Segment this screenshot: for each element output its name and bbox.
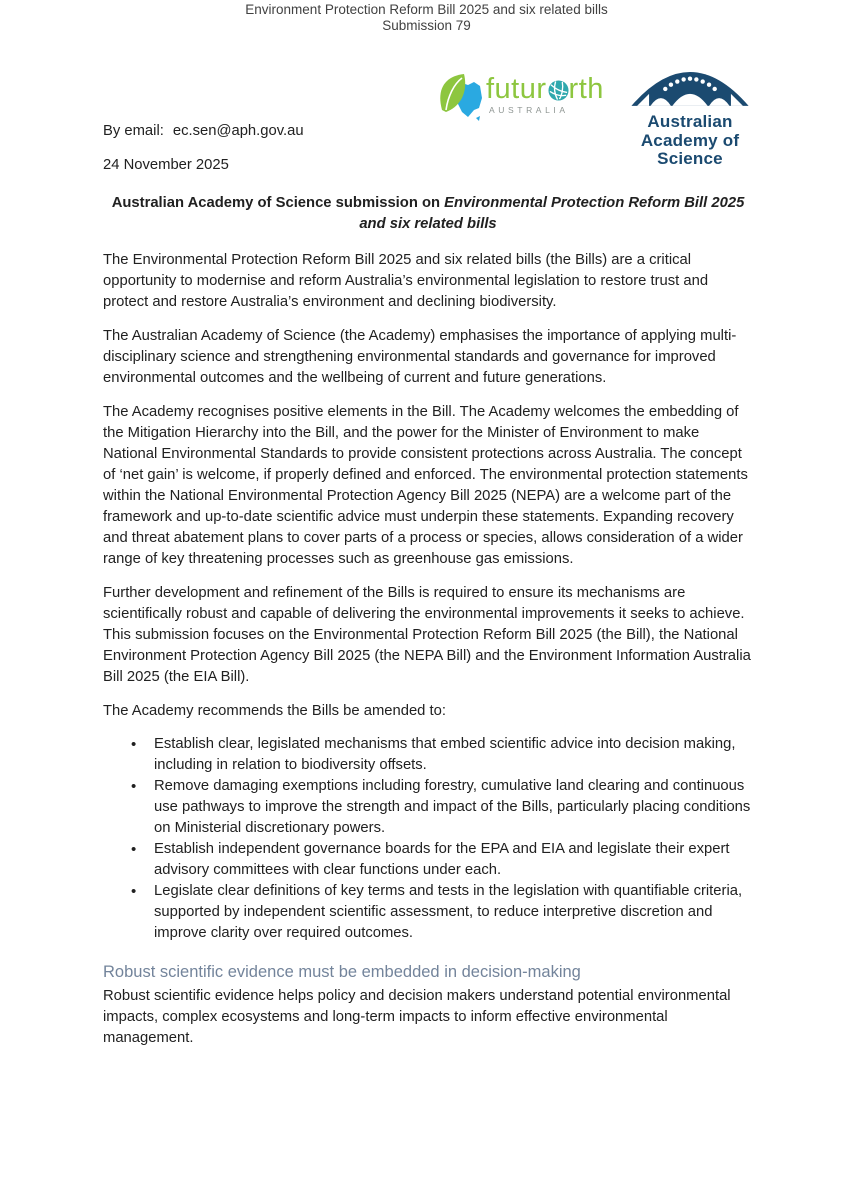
banner-bill-title: Environment Protection Reform Bill 2025 and six related bills [245, 2, 608, 17]
future-earth-leaf-australia-icon [438, 72, 484, 124]
email-address: ec.sen@aph.gov.au [172, 123, 304, 139]
academy-logo-line1: Australian [647, 112, 733, 131]
submission-title [103, 193, 753, 235]
paragraph-3: The Academy recognises positive elements in the Bill. The Academy welcomes the embedding of the Mitigation Hierarchy into the Bill, and the power for the Minister of Environment to make National Environmental Standards to provide consistent protections across Australia. The concept of ‘net gain’ is welcome, if properly defined and enforced. The environmental protection statements within the National Environmental Protection Agency Bill 2025 (NEPA) are a welcome part of the framework and up-to-date scientific advice must underpin these statements. Expanding recovery and threat abatement plans to cover parts of a process or species, allows consideration of a wider range of key threatening processes such as greenhouse gas emissions. [103, 404, 748, 567]
by-email-label: By email: [103, 123, 164, 139]
letter-date: 24 November 2025 [103, 157, 229, 173]
section-heading: Robust scientific evidence must be embedded in decision-making [103, 963, 581, 981]
title-regular: Australian Academy of Science submission on [111, 195, 445, 211]
wordmark-suffix: rth [568, 73, 604, 105]
list-item: • Establish clear, legislated mechanisms that embed scientific advice into decision making, including in relation to biodiversity offsets. [154, 734, 753, 776]
recommendations-intro: The Academy recommends the Bills be amended to: [103, 703, 446, 719]
future-earth-subtext: AUSTRALIA [489, 105, 569, 115]
banner-submission-number: Submission 79 [382, 18, 471, 33]
section-paragraph: Robust scientific evidence helps policy and decision makers understand potential environmental impacts, complex ecosystems and long-term impacts to inform effective environmental management. [103, 988, 731, 1046]
list-item: • Establish independent governance boards for the EPA and EIA and legislate their expert advisory committees with clear functions under each. [154, 839, 753, 881]
letter-body [103, 121, 753, 1049]
academy-logo-line2: Academy of [640, 130, 740, 150]
paragraph-1: The Environmental Protection Reform Bill 2025 and six related bills (the Bills) are a critical opportunity to modernise and reform Australia’s environmental legislation to restore trust and protect and restore Australia’s environment and declining biodiversity. [103, 252, 709, 310]
future-earth-wordmark [486, 74, 604, 104]
paragraph-2: The Australian Academy of Science (the Academy) emphasises the importance of applying multi-disciplinary science and strengthening environmental standards and governance for improved environmental outcomes and the wellbeing of current and future generations. [103, 328, 737, 386]
globe-icon [548, 80, 569, 101]
wordmark-prefix: futur [486, 73, 547, 105]
by-email-line [103, 121, 753, 142]
academy-logo-line3: Science [657, 149, 723, 168]
shine-dome-icon [630, 58, 750, 110]
submission-banner [0, 2, 853, 34]
recommendations-list [103, 734, 753, 944]
list-item: • Legislate clear definitions of key terms and tests in the legislation with quantifiable criteria, supported by independent scientific assessment, to reduce interpretive discretion and improve clarity over required outcomes. [154, 881, 753, 944]
paragraph-4: Further development and refinement of the Bills is required to ensure its mechanisms are scientifically robust and capable of delivering the environmental improvements it seeks to achieve. This submission focuses on the Environmental Protection Reform Bill 2025 (the Bill), the National Environment Protection Agency Bill 2025 (the NEPA Bill) and the Environment Information Australia Bill 2025 (the EIA Bill). [103, 585, 751, 685]
list-item: • Remove damaging exemptions including forestry, cumulative land clearing and continuous use pathways to improve the strength and impact of the Bills, particularly placing conditions on Ministerial discretionary powers. [154, 776, 753, 839]
title-italic: Environmental Protection Reform Bill 2025 and six related bills [359, 195, 745, 232]
